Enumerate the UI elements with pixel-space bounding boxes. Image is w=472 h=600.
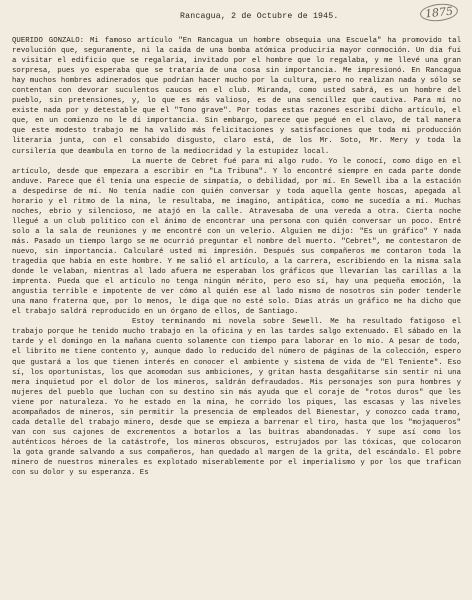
letter-body <box>12 36 461 478</box>
dateline: Rancagua, 2 de Octubre de 1945. <box>180 12 339 21</box>
paragraph-greeting: QUERIDO GONZALO: Mi famoso artículo "En Rancagua un hombre obsequia una Escuela" ha promovido tal revolución que, seguramente, ni la caída de una bomba atómica produciría mayor conmoción. Un día fuí a visitar el edificio que se regalaría, invitado por el hombre que lo regalaba, y me llevé una gran sorpresa, pues yo esperaba que se trataría de una cosa sin importancia. Me impresionó. En Rancagua hay muchos hombres adinerados que podrían hacer mucho por la cultura, pero no realizan nada y sólo se contentan con devorar suculentos caucos en el club. Miranda, como usted sabrá, es un hombre del pueblo, sin pretensiones, y, lo que es más valioso, es de una sencillez que cautiva. Para mí no existe nada por y detestable que el "Tono grave". Por todas estas razones escribí dicho artículo, el que, en un comienzo no le dí importancia. Sin embargo, parece que pegué en el clavo, de tal manera que este modesto trabajo me ha valido más felicitaciones y satisfacciones que toda mi producción literaria junta, con el consabido disgusto, claro está, de los Mr. Soto, Mr. Mery y toda la cursilería que deambula en torno de la mediocridad y la estupidez local. <box>12 37 461 156</box>
archive-number-stamp: 1875 <box>419 2 459 23</box>
paragraph-novel: Estoy terminando mi novela sobre Sewell. Me ha resultado fatigoso el trabajo porque he tenido mucho trabajo en la oficina y en las tardes salgo extenuado. El sábado en la tarde y el domingo en la mañana cuento solamente con tiempo para laborar en lo mío. A pesar de todo, el librito me tiene contento y, aunque dado lo reducido del número de páginas de la colección, espero que gustará a los que tienen interés en conocer el ambiente y sistema de vida de "El Teniente". Eso sí, los oportunistas, los que acomodan sus ambiciones, y gritan hasta desgañitarse sin sentir ni una mera inquietud por el dolor de los mineros, saldrán defraudados. Mis personajes son pura hombres y mujeres del pueblo que luchan con su destino sin más ayuda que el coraje de "rotos duros" que les viene por naturaleza. Yo he estado en la mina, he corrido los piques, las escasas y las niveles acompañados de mineros, sin permitir la presencia de empleados del Bienestar, y conozco cada tramo, cada detalle del trabajo minero, desde que se empieza a barrenar el tiro, hasta que los "mojaqueros" van con sus cajones de excrementos a botarlos a las buitras abandonadas. Y supe así como los auténticos héroes de la catástrofe, los mineros obscuros, estrujados por las tóxicas, que colocaron la gota grande salvando a sus compañeros, han quedado al margen de la grita, del escándalo. El pobre minero de nuestros minerales es explotado miserablemente por el imperialismo y por los que trafican con su dolor y su esperanza. Es <box>12 318 461 478</box>
paragraph-cebret: La muerte de Cebret fué para mí algo rudo. Yo le conocí, como digo en el artículo, desde que empezara a escribir en "La Tribuna". Y lo encontré siempre en cada parte donde anduve. Parece que él tenía una especie de simpatía, o debilidad, por mí. En Sewell iba a la estación a despedirse de mí. No tenía nadie con quién conversar y toda aquella gente hoscas, apegada al horario y el ritmo de la mina, le resultaba, me imagino, antipática, como me sucedía a mí. Muchas noches, ebrio y silencioso, me atajó en la calle. Atravesaba de una vereda a otra. Cierta noche llegué a un club político con el ánimo de encontrar una persona con quién conversar un poco. Entré solo a la sala de reuniones y me encontré con un velerio. Alguien me dijo: "Es un gráfico" Y nada más. Pasado un tiempo largo se me ocurrió preguntar el nombre del muerto. "Cebret", me contestaron de nuevo, sin importancia. Calcularé usted mi impresión. Después sus compañeros me contaron toda la tragedia que había en este hombre. Y me salió el artículo, a la carrera, escribiendo en la misma sala donde le velaban, mientras al lado afuera me esperaban los gráficos que llevarían las carillas a la imprenta. Pueda que el artículo no tenga ningún mérito, pero eso sí, hay una pequeña emoción, la angustia terrible e impotente de ver cómo al quién ese al lado mismo de nosotros sin poder tenderle una mano fraterna que, por lo menos, le diga que no esté solo. Días atrás un gráfico me ha dicho que el trabajo saldrá reproducido en un órgano de ellos, de Santiago. <box>12 157 461 317</box>
